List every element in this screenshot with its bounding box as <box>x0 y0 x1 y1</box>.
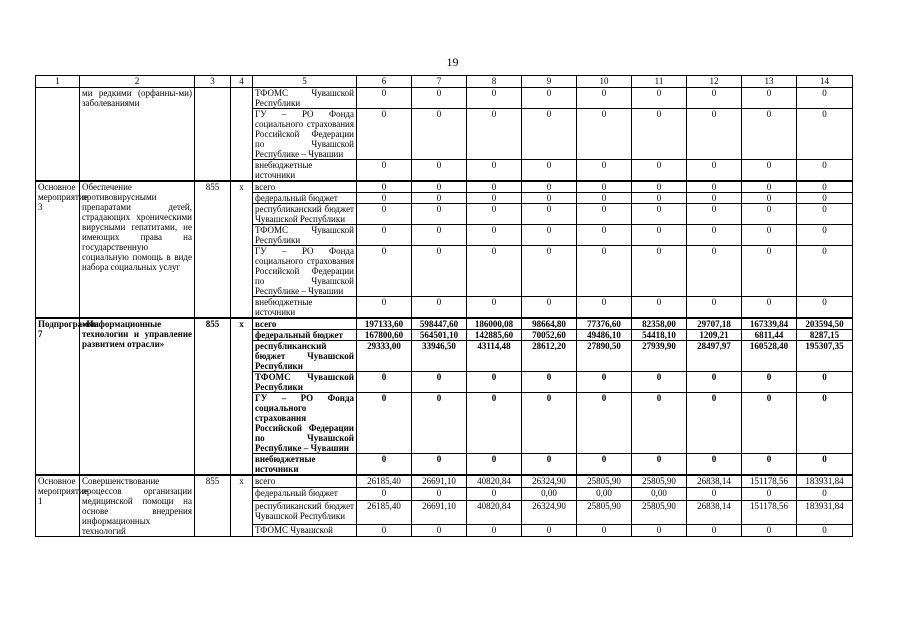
amount-cell: 0 <box>357 204 412 225</box>
amount-cell: 26691,10 <box>412 500 467 524</box>
amount-cell: 0 <box>467 524 522 536</box>
amount-cell: 0 <box>797 297 853 319</box>
amount-cell: 0 <box>577 88 632 109</box>
amount-cell: 0 <box>467 193 522 204</box>
amount-cell: 0 <box>687 393 742 454</box>
amount-cell: 0 <box>522 160 577 182</box>
column-header: 8 <box>467 76 522 88</box>
event-name-cell: «Информационные технологии и управление развитием отрасли» <box>80 318 195 475</box>
amount-cell: 0 <box>467 225 522 246</box>
funding-source-cell: республиканский бюджет Чувашской Республики <box>253 500 357 524</box>
amount-cell: 0 <box>687 372 742 393</box>
amount-cell: 203594,50 <box>797 318 853 330</box>
amount-cell: 29707,18 <box>687 318 742 330</box>
amount-cell: 0 <box>687 454 742 476</box>
amount-cell: 26838,14 <box>687 475 742 488</box>
funding-source-cell: ГУ – РО Фонда социального страхования Российской Федерации по Чувашской Республике – Чувашии <box>253 109 357 160</box>
column-header: 5 <box>253 76 357 88</box>
amount-cell: 0 <box>357 524 412 536</box>
amount-cell: 160528,40 <box>742 341 797 372</box>
amount-cell: 0 <box>522 181 577 193</box>
amount-cell: 0 <box>357 181 412 193</box>
column-header: 12 <box>687 76 742 88</box>
amount-cell: 167800,60 <box>357 330 412 341</box>
amount-cell: 0 <box>797 109 853 160</box>
amount-cell: 0 <box>577 524 632 536</box>
amount-cell: 0 <box>632 524 687 536</box>
amount-cell: 82358,00 <box>632 318 687 330</box>
amount-cell: 0 <box>522 225 577 246</box>
column-header: 7 <box>412 76 467 88</box>
amount-cell: 25805,90 <box>577 500 632 524</box>
funding-source-cell: всего <box>253 181 357 193</box>
amount-cell: 0 <box>357 488 412 500</box>
amount-cell: 0 <box>577 246 632 297</box>
amount-cell: 0 <box>742 160 797 182</box>
amount-cell: 186000,08 <box>467 318 522 330</box>
amount-cell: 0 <box>522 193 577 204</box>
funding-source-cell: федеральный бюджет <box>253 330 357 341</box>
amount-cell: 0 <box>577 204 632 225</box>
amount-cell: 0 <box>797 181 853 193</box>
funding-source-cell: федеральный бюджет <box>253 193 357 204</box>
amount-cell: 0 <box>577 393 632 454</box>
table-row <box>36 88 853 109</box>
amount-cell: 0 <box>467 160 522 182</box>
funding-source-cell: ТФОМС Чувашской Республики <box>253 372 357 393</box>
rzpr-cell: х <box>231 181 253 318</box>
amount-cell: 49486,10 <box>577 330 632 341</box>
amount-cell: 0 <box>467 109 522 160</box>
amount-cell: 28612,20 <box>522 341 577 372</box>
column-header: 14 <box>797 76 853 88</box>
amount-cell: 29333,00 <box>357 341 412 372</box>
amount-cell: 0 <box>687 297 742 319</box>
rzpr-cell: х <box>231 475 253 537</box>
amount-cell: 98664,80 <box>522 318 577 330</box>
amount-cell: 0 <box>632 246 687 297</box>
amount-cell: 0 <box>742 193 797 204</box>
event-code-cell: Основное мероприятие 1 <box>36 475 80 537</box>
amount-cell: 0 <box>522 393 577 454</box>
amount-cell: 0 <box>357 372 412 393</box>
amount-cell: 0 <box>467 454 522 476</box>
amount-cell: 43114,48 <box>467 341 522 372</box>
amount-cell: 0 <box>357 225 412 246</box>
amount-cell: 0 <box>412 246 467 297</box>
amount-cell: 0 <box>412 193 467 204</box>
amount-cell: 167339,84 <box>742 318 797 330</box>
amount-cell: 0 <box>687 109 742 160</box>
amount-cell: 0 <box>357 193 412 204</box>
grbs-code-cell: 855 <box>195 475 231 537</box>
amount-cell: 0 <box>632 193 687 204</box>
amount-cell: 195307,35 <box>797 341 853 372</box>
amount-cell: 0 <box>742 225 797 246</box>
page-number: 19 <box>446 55 459 69</box>
amount-cell: 0 <box>632 372 687 393</box>
grbs-code-cell <box>195 88 231 182</box>
amount-cell: 0 <box>412 204 467 225</box>
amount-cell: 0 <box>742 524 797 536</box>
amount-cell: 26185,40 <box>357 500 412 524</box>
amount-cell: 0 <box>357 393 412 454</box>
amount-cell: 0 <box>577 181 632 193</box>
amount-cell: 0 <box>412 160 467 182</box>
amount-cell: 0,00 <box>632 488 687 500</box>
column-header: 4 <box>231 76 253 88</box>
amount-cell: 0 <box>412 225 467 246</box>
amount-cell: 0 <box>467 393 522 454</box>
amount-cell: 0 <box>467 204 522 225</box>
amount-cell: 0 <box>687 225 742 246</box>
amount-cell: 564501,10 <box>412 330 467 341</box>
amount-cell: 25805,90 <box>632 500 687 524</box>
amount-cell: 0 <box>577 297 632 319</box>
amount-cell: 0 <box>742 372 797 393</box>
amount-cell: 26185,40 <box>357 475 412 488</box>
amount-cell: 0 <box>742 88 797 109</box>
amount-cell: 0 <box>797 225 853 246</box>
event-name-cell: Обеспечение противовирусными препаратами детей, страдающих хроническими вирусными гепатитами, не имеющих права на государственную социальную помощь в виде набора социальных услуг <box>80 181 195 318</box>
amount-cell: 6811,44 <box>742 330 797 341</box>
amount-cell: 0 <box>797 454 853 476</box>
column-header: 11 <box>632 76 687 88</box>
amount-cell: 0 <box>357 454 412 476</box>
amount-cell: 0 <box>412 488 467 500</box>
amount-cell: 0 <box>577 454 632 476</box>
amount-cell: 183931,84 <box>797 475 853 488</box>
amount-cell: 0 <box>687 181 742 193</box>
amount-cell: 0 <box>742 488 797 500</box>
funding-source-cell: ТФОМС Чувашской Республики <box>253 225 357 246</box>
table-row <box>36 181 853 193</box>
amount-cell: 0 <box>742 393 797 454</box>
rzpr-cell: х <box>231 318 253 475</box>
amount-cell: 0 <box>797 193 853 204</box>
amount-cell: 0 <box>467 372 522 393</box>
column-header: 1 <box>36 76 80 88</box>
table-row <box>36 475 853 488</box>
amount-cell: 0 <box>742 181 797 193</box>
amount-cell: 0 <box>522 88 577 109</box>
amount-cell: 0 <box>412 372 467 393</box>
amount-cell: 8287,15 <box>797 330 853 341</box>
amount-cell: 0 <box>797 88 853 109</box>
amount-cell: 0 <box>412 88 467 109</box>
amount-cell: 0 <box>632 160 687 182</box>
amount-cell: 0 <box>632 393 687 454</box>
rzpr-cell <box>231 88 253 182</box>
amount-cell: 0,00 <box>577 488 632 500</box>
amount-cell: 0 <box>577 160 632 182</box>
amount-cell: 0 <box>357 88 412 109</box>
amount-cell: 0,00 <box>522 488 577 500</box>
header-row <box>36 76 853 88</box>
amount-cell: 0 <box>522 204 577 225</box>
column-header: 2 <box>80 76 195 88</box>
amount-cell: 0 <box>797 246 853 297</box>
amount-cell: 0 <box>467 246 522 297</box>
amount-cell: 0 <box>632 297 687 319</box>
amount-cell: 54418,10 <box>632 330 687 341</box>
amount-cell: 27939,90 <box>632 341 687 372</box>
table-row <box>36 318 853 330</box>
amount-cell: 26691,10 <box>412 475 467 488</box>
column-header: 6 <box>357 76 412 88</box>
funding-source-cell: республиканский бюджет Чувашской Республики <box>253 204 357 225</box>
amount-cell: 0 <box>522 297 577 319</box>
column-header: 13 <box>742 76 797 88</box>
amount-cell: 0 <box>522 109 577 160</box>
funding-source-cell: ТФОМС Чувашской <box>253 524 357 536</box>
amount-cell: 0 <box>687 88 742 109</box>
amount-cell: 0 <box>412 181 467 193</box>
amount-cell: 197133,60 <box>357 318 412 330</box>
amount-cell: 0 <box>467 297 522 319</box>
event-code-cell: Подпрограмма 7 <box>36 318 80 475</box>
amount-cell: 0 <box>687 246 742 297</box>
amount-cell: 0 <box>632 88 687 109</box>
amount-cell: 26324,90 <box>522 500 577 524</box>
amount-cell: 26324,90 <box>522 475 577 488</box>
amount-cell: 0 <box>742 246 797 297</box>
event-name-cell: Совершенствование процессов организации медицинской помощи на основе внедрения информационных технологий <box>80 475 195 537</box>
amount-cell: 70052,60 <box>522 330 577 341</box>
funding-source-cell: всего <box>253 475 357 488</box>
column-header: 10 <box>577 76 632 88</box>
amount-cell: 0 <box>357 109 412 160</box>
amount-cell: 0 <box>797 372 853 393</box>
amount-cell: 26838,14 <box>687 500 742 524</box>
amount-cell: 0 <box>632 204 687 225</box>
amount-cell: 25805,90 <box>632 475 687 488</box>
amount-cell: 0 <box>742 204 797 225</box>
amount-cell: 0 <box>522 524 577 536</box>
amount-cell: 0 <box>687 160 742 182</box>
grbs-code-cell: 855 <box>195 181 231 318</box>
funding-source-cell: всего <box>253 318 357 330</box>
amount-cell: 142885,60 <box>467 330 522 341</box>
amount-cell: 0 <box>687 204 742 225</box>
amount-cell: 0 <box>797 524 853 536</box>
amount-cell: 151178,56 <box>742 475 797 488</box>
amount-cell: 0 <box>467 181 522 193</box>
amount-cell: 0 <box>687 488 742 500</box>
column-header: 3 <box>195 76 231 88</box>
amount-cell: 1209,21 <box>687 330 742 341</box>
amount-cell: 0 <box>357 297 412 319</box>
funding-source-cell: ТФОМС Чувашской Республики <box>253 88 357 109</box>
amount-cell: 77376,60 <box>577 318 632 330</box>
budget-table <box>35 75 853 537</box>
amount-cell: 0 <box>357 246 412 297</box>
amount-cell: 0 <box>632 454 687 476</box>
amount-cell: 0 <box>412 524 467 536</box>
event-code-cell: Основное мероприятие 3 <box>36 181 80 318</box>
funding-source-cell: внебюджетные источники <box>253 454 357 476</box>
funding-source-cell: ГУ – РО Фонда социального страхования Российской Федерации по Чувашской Республике – Чувашии <box>253 393 357 454</box>
amount-cell: 0 <box>467 488 522 500</box>
amount-cell: 0 <box>412 393 467 454</box>
amount-cell: 0 <box>797 204 853 225</box>
amount-cell: 0 <box>412 297 467 319</box>
amount-cell: 27890,50 <box>577 341 632 372</box>
amount-cell: 0 <box>687 193 742 204</box>
funding-source-cell: федеральный бюджет <box>253 488 357 500</box>
amount-cell: 0 <box>742 109 797 160</box>
amount-cell: 0 <box>797 488 853 500</box>
event-code-cell <box>36 88 80 182</box>
amount-cell: 0 <box>357 160 412 182</box>
amount-cell: 151178,56 <box>742 500 797 524</box>
amount-cell: 0 <box>577 372 632 393</box>
funding-source-cell: республиканский бюджет Чувашской Республики <box>253 341 357 372</box>
amount-cell: 33946,50 <box>412 341 467 372</box>
funding-source-cell: внебюджетные источники <box>253 297 357 319</box>
event-name-cell: ми редкими (орфанны-ми) заболеваниями <box>80 88 195 182</box>
amount-cell: 28497,97 <box>687 341 742 372</box>
amount-cell: 0 <box>522 372 577 393</box>
amount-cell: 183931,84 <box>797 500 853 524</box>
amount-cell: 0 <box>632 181 687 193</box>
amount-cell: 0 <box>577 109 632 160</box>
amount-cell: 0 <box>687 524 742 536</box>
amount-cell: 0 <box>742 297 797 319</box>
amount-cell: 40820,84 <box>467 475 522 488</box>
amount-cell: 0 <box>467 88 522 109</box>
amount-cell: 598447,60 <box>412 318 467 330</box>
amount-cell: 0 <box>632 225 687 246</box>
amount-cell: 0 <box>742 454 797 476</box>
amount-cell: 0 <box>412 454 467 476</box>
amount-cell: 0 <box>577 193 632 204</box>
column-header: 9 <box>522 76 577 88</box>
amount-cell: 0 <box>577 225 632 246</box>
amount-cell: 25805,90 <box>577 475 632 488</box>
grbs-code-cell: 855 <box>195 318 231 475</box>
amount-cell: 0 <box>797 160 853 182</box>
amount-cell: 0 <box>632 109 687 160</box>
amount-cell: 40820,84 <box>467 500 522 524</box>
funding-source-cell: внебюджетные источники <box>253 160 357 182</box>
amount-cell: 0 <box>522 246 577 297</box>
amount-cell: 0 <box>522 454 577 476</box>
amount-cell: 0 <box>412 109 467 160</box>
amount-cell: 0 <box>797 393 853 454</box>
funding-source-cell: ГУ – РО Фонда социального страхования Российской Федерации по Чувашской Республике – Чувашии <box>253 246 357 297</box>
